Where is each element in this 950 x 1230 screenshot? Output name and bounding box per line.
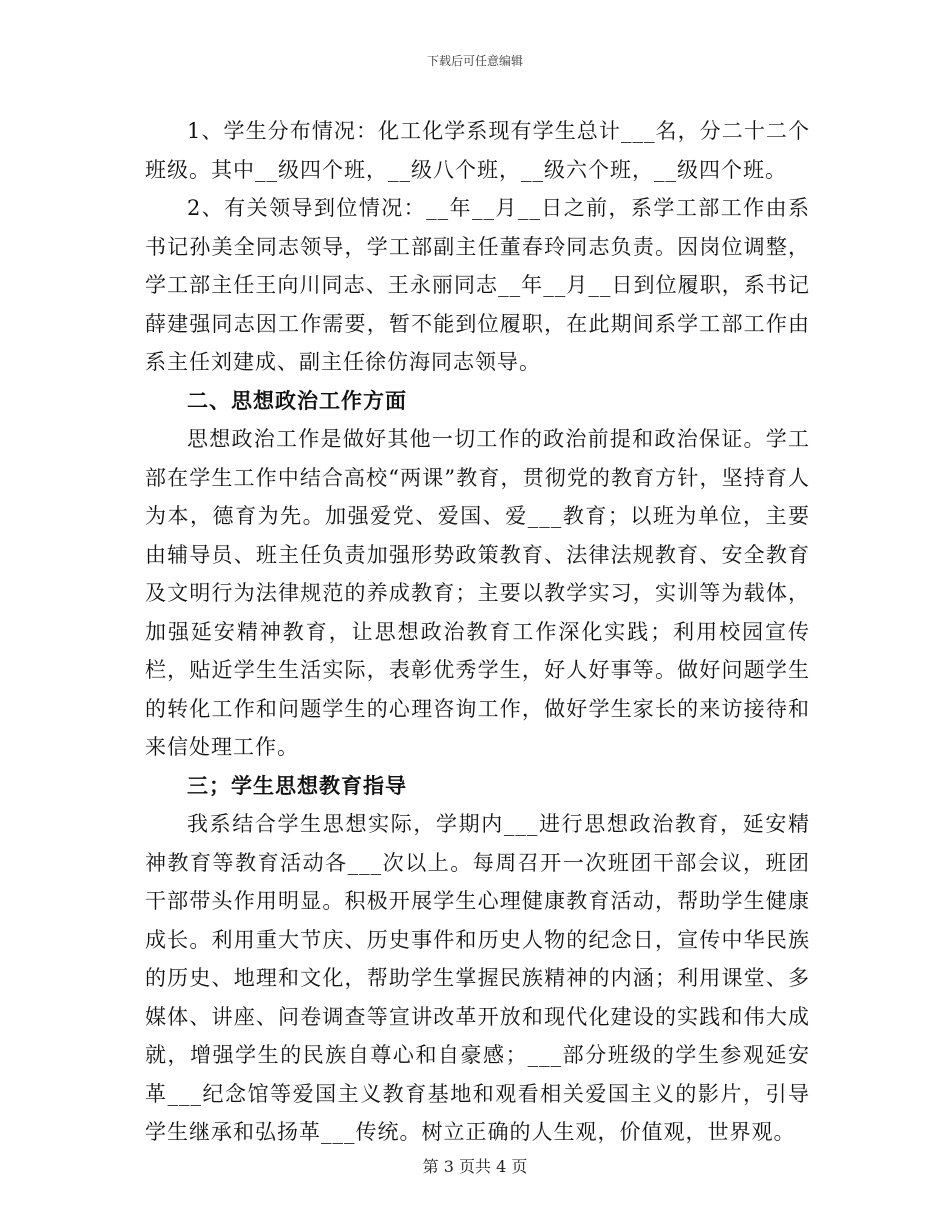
document-body	[145, 112, 810, 1152]
paragraph-ideology: 思想政治工作是做好其他一切工作的政治前提和政治保证。学工部在学生工作中结合高校“两课”教育，贯彻党的教育方针，坚持育人为本，德育为先。加强爱党、爱国、爱___教育；以班为单位，主要由辅导员、班主任负责加强形势政策教育、法律法规教育、安全教育及文明行为法律规范的养成教育；主要以教学实习，实训等为载体，加强延安精神教育，让思想政治教育工作深化实践；利用校园宣传栏，贴近学生生活实际，表彰优秀学生，好人好事等。做好问题学生的转化工作和问题学生的心理咨询工作，做好学生家长的来访接待和来信处理工作。	[145, 427, 810, 759]
page-footer: 第 3 页共 4 页	[422, 1157, 528, 1176]
paragraph-guidance: 我系结合学生思想实际，学期内___进行思想政治教育，延安精神教育等教育活动各___次以上。每周召开一次班团干部会议，班团干部带头作用明显。积极开展学生心理健康教育活动，帮助学生健康成长。利用重大节庆、历史事件和历史人物的纪念日，宣传中华民族的历史、地理和文化，帮助学生掌握民族精神的内涵；利用课堂、多媒体、讲座、问卷调查等宣讲改革开放和现代化建设的实践和伟大成就，增强学生的民族自尊心和自豪感；___部分班级的学生参观延安革___纪念馆等爱国主义教育基地和观看相关爱国主义的影片，引导学生继承和弘扬革___传统。树立正确的人生观，价值观，世界观。	[145, 812, 810, 1144]
page-header: 下载后可任意编辑	[426, 54, 523, 68]
section-heading-guidance: 三；学生思想教育指导	[187, 773, 407, 798]
paragraph-leadership: 2、有关领导到位情况：__年__月__日之前，系学工部工作由系书记孙美全同志领导，学工部副主任董春玲同志负责。因岗位调整，学工部主任王向川同志、王永丽同志__年__月__日到位履职，系书记薛建强同志因工作需要，暂不能到位履职，在此期间系学工部工作由系主任刘建成、副主任徐仿海同志领导。	[145, 196, 810, 374]
section-heading-ideology: 二、思想政治工作方面	[187, 388, 407, 413]
paragraph-student-distribution: 1、学生分布情况：化工化学系现有学生总计___名，分二十二个班级。其中__级四个班，__级八个班，__级六个班，__级四个班。	[145, 119, 810, 182]
